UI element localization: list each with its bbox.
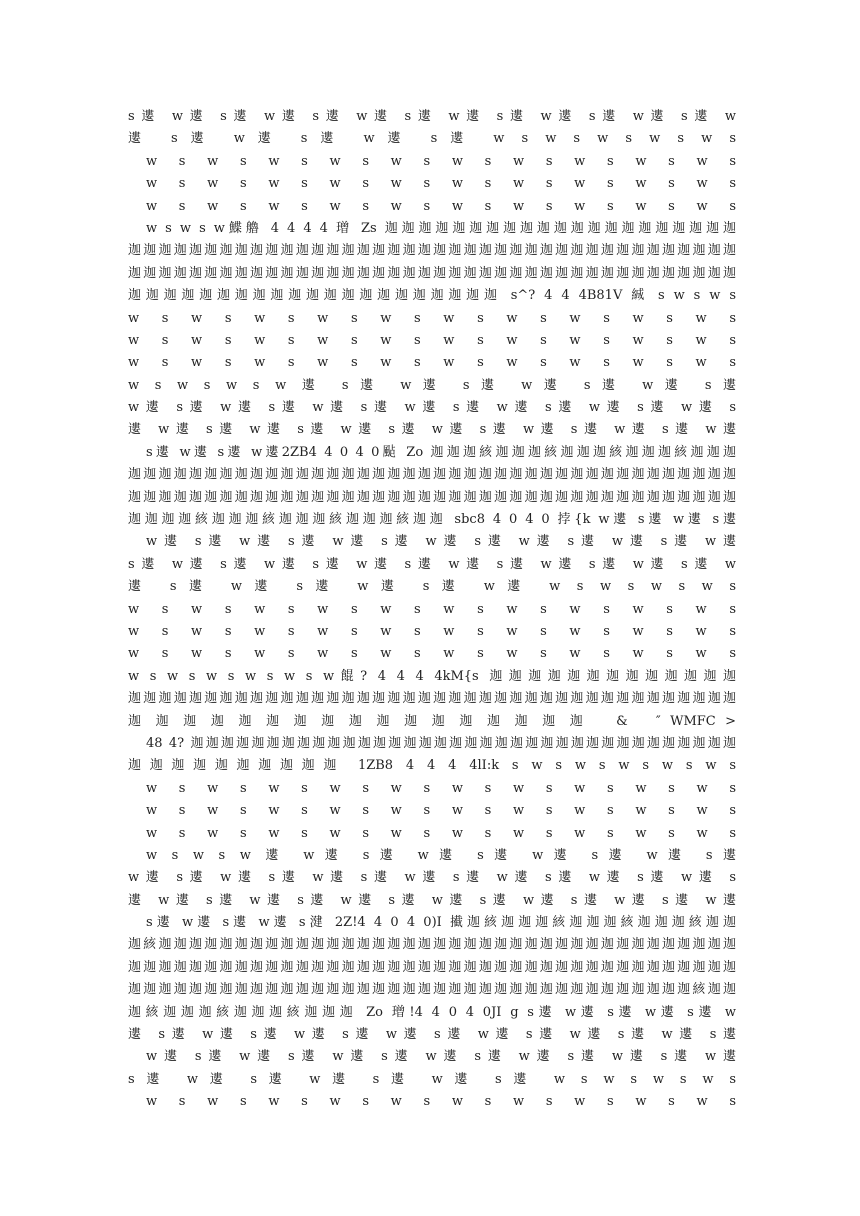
text-line: w s w s w s w s w s w s w s w s w s w s: [128, 646, 736, 662]
text-line: w s w s w s w s w s w s w s w s w s w s: [146, 1094, 736, 1110]
text-line: w s w s w s w s w s w s w s w s w s w s: [146, 780, 736, 796]
text-line: w s w s w 遱 w遱 s遱 w遱 s遱 w遱 s遱 w遱 s遱: [146, 847, 736, 863]
text-line: s遱 w遱 s遱 w遱 s遱 w遱 s遱 w遱 s遱 w遱 s遱 w遱 s遱 w: [128, 109, 736, 124]
text-line: w s w s w鰈艪 4 4 4 4 璔 Zs 迦迦迦迦迦迦迦迦迦迦迦迦迦迦迦迦迦迦迦迦迦: [146, 220, 736, 236]
text-line: 迦迦迦迦迦迦迦迦迦迦迦迦迦迦迦迦迦迦迦迦迦迦迦迦迦迦迦迦迦迦迦迦迦迦迦迦迦迦迦迦: [128, 467, 736, 483]
text-line: 迦迦迦迦迦迦迦迦迦迦迦迦迦迦迦迦迦迦迦迦迦迦迦迦迦迦迦迦迦迦迦迦迦迦迦迦迦迦迦迦: [128, 489, 736, 505]
text-line: 迦迦迦迦迦迦迦迦迦迦迦迦迦迦迦迦迦迦迦迦迦迦迦迦迦迦迦迦迦迦迦迦迦迦迦迦迦迦迦迦: [128, 265, 736, 281]
text-line: 迦絯迦迦迦絯迦迦迦絯迦迦迦 Zo 璔!4 4 0 4 0JI g s遱 w遱 s遱 w遱 s遱 w: [128, 1004, 736, 1020]
text-line: w s w s w s w s w s w s w s w s w s w s: [146, 198, 736, 214]
text-line: w s w s w s w s w s w餛? 4 4 4 4kM{s 迦迦迦迦迦迦迦迦迦迦迦迦迦: [128, 668, 736, 684]
text-line: w遱 s遱 w遱 s遱 w遱 s遱 w遱 s遱 w遱 s遱 w遱 s遱 w遱 s: [128, 400, 736, 416]
text-line: 迦 迦 迦 迦 迦 迦 迦 迦 迦 迦 迦 迦 迦 迦 迦 迦 迦 & ″ WMFC >: [128, 713, 736, 729]
text-line: 遱 s遱 w遱 s遱 w遱 s遱 w遱 s遱 w遱 s遱 w遱 s遱 w遱 s遱: [128, 1027, 736, 1043]
text-line: w s w s w s w 遱 s遱 w遱 s遱 w遱 s遱 w遱 s遱: [128, 377, 736, 393]
text-line: w s w s w s w s w s w s w s w s w s w s: [146, 153, 736, 169]
text-line: 遱 w遱 s遱 w遱 s遱 w遱 s遱 w遱 s遱 w遱 s遱 w遱 s遱 w遱: [128, 422, 736, 438]
text-line: w s w s w s w s w s w s w s w s w s w s: [128, 310, 736, 326]
text-line: s遱 w遱 s遱 w遱 s遱 w遱 s遱 w s w s w s w s: [128, 1071, 736, 1087]
text-line: w s w s w s w s w s w s w s w s w s w s: [128, 601, 736, 617]
text-line: 48 4? 迦迦迦迦迦迦迦迦迦迦迦迦迦迦迦迦迦迦迦迦迦迦迦迦迦迦迦迦迦迦迦迦迦迦迦迦: [146, 735, 736, 751]
text-line: w s w s w s w s w s w s w s w s w s w s: [146, 825, 736, 841]
text-line: 遱 s遱 w遱 s遱 w遱 s遱 w s w s w s w s w s: [128, 131, 736, 147]
text-line: w s w s w s w s w s w s w s w s w s w s: [128, 332, 736, 348]
text-line: 迦迦迦迦迦迦迦迦迦迦迦迦迦迦迦迦迦迦迦迦迦迦迦迦迦迦迦迦迦迦迦迦迦迦迦迦迦迦迦迦: [128, 691, 736, 707]
text-line: 迦迦迦迦迦迦迦迦迦迦迦迦迦迦迦迦迦迦迦迦迦迦迦迦迦迦迦迦迦迦迦迦迦迦迦迦迦絯迦迦: [128, 982, 736, 998]
text-line: s遱 w遱 s遱 w遱2ZB4 4 0 4 0颭 Zo 迦迦迦絯迦迦迦絯迦迦迦絯迦迦迦絯迦迦迦: [146, 444, 736, 460]
text-line: w遱 s遱 w遱 s遱 w遱 s遱 w遱 s遱 w遱 s遱 w遱 s遱 w遱: [146, 1049, 736, 1065]
text-line: w遱 s遱 w遱 s遱 w遱 s遱 w遱 s遱 w遱 s遱 w遱 s遱 w遱: [146, 534, 736, 550]
text-line: 迦迦迦迦迦迦迦迦迦迦 1ZB8 4 4 4 4lI:k s w s w s w s w s w s: [128, 758, 736, 774]
text-line: w s w s w s w s w s w s w s w s w s w s: [128, 623, 736, 639]
text-line: w s w s w s w s w s w s w s w s w s w s: [146, 176, 736, 192]
text-line: w s w s w s w s w s w s w s w s w s w s: [146, 803, 736, 819]
text-line: 迦迦迦迦迦迦迦迦迦迦迦迦迦迦迦迦迦迦迦迦迦迦迦迦迦迦迦迦迦迦迦迦迦迦迦迦迦迦迦迦: [128, 959, 736, 975]
text-line: 迦絯迦迦迦迦迦迦迦迦迦迦迦迦迦迦迦迦迦迦迦迦迦迦迦迦迦迦迦迦迦迦迦迦迦迦迦迦迦迦: [128, 937, 736, 953]
garbled-text-block: [128, 106, 736, 1114]
text-line: 遱 s遱 w遱 s遱 w遱 s遱 w遱 w s w s w s w s: [128, 579, 736, 595]
text-line: 迦迦迦迦絯迦迦迦絯迦迦迦絯迦迦迦絯迦迦 sbc8 4 0 4 0 挬{k w遱 s遱 w遱 s遱: [128, 512, 736, 528]
text-line: w遱 s遱 w遱 s遱 w遱 s遱 w遱 s遱 w遱 s遱 w遱 s遱 w遱 s: [128, 870, 736, 886]
text-line: 遱 w遱 s遱 w遱 s遱 w遱 s遱 w遱 s遱 w遱 s遱 w遱 s遱 w遱: [128, 892, 736, 908]
text-line: 迦迦迦迦迦迦迦迦迦迦迦迦迦迦迦迦迦迦迦迦迦迦迦迦迦迦迦迦迦迦迦迦迦迦迦迦迦迦迦迦: [128, 243, 736, 259]
text-line: w s w s w s w s w s w s w s w s w s w s: [128, 355, 736, 371]
text-line: s遱 w遱 s遱 w遱 s遱 w遱 s遱 w遱 s遱 w遱 s遱 w遱 s遱 w: [128, 556, 736, 572]
text-line: s遱 w遱 s遱 w遱 s湕 2Z!4 4 0 4 0)I 擮迦絯迦迦迦絯迦迦迦絯迦迦迦絯迦迦: [146, 915, 736, 931]
text-line: 迦迦迦迦迦迦迦迦迦迦迦迦迦迦迦迦迦迦迦迦迦 s^? 4 4 4B81V 絾 s w s w s: [128, 288, 736, 304]
